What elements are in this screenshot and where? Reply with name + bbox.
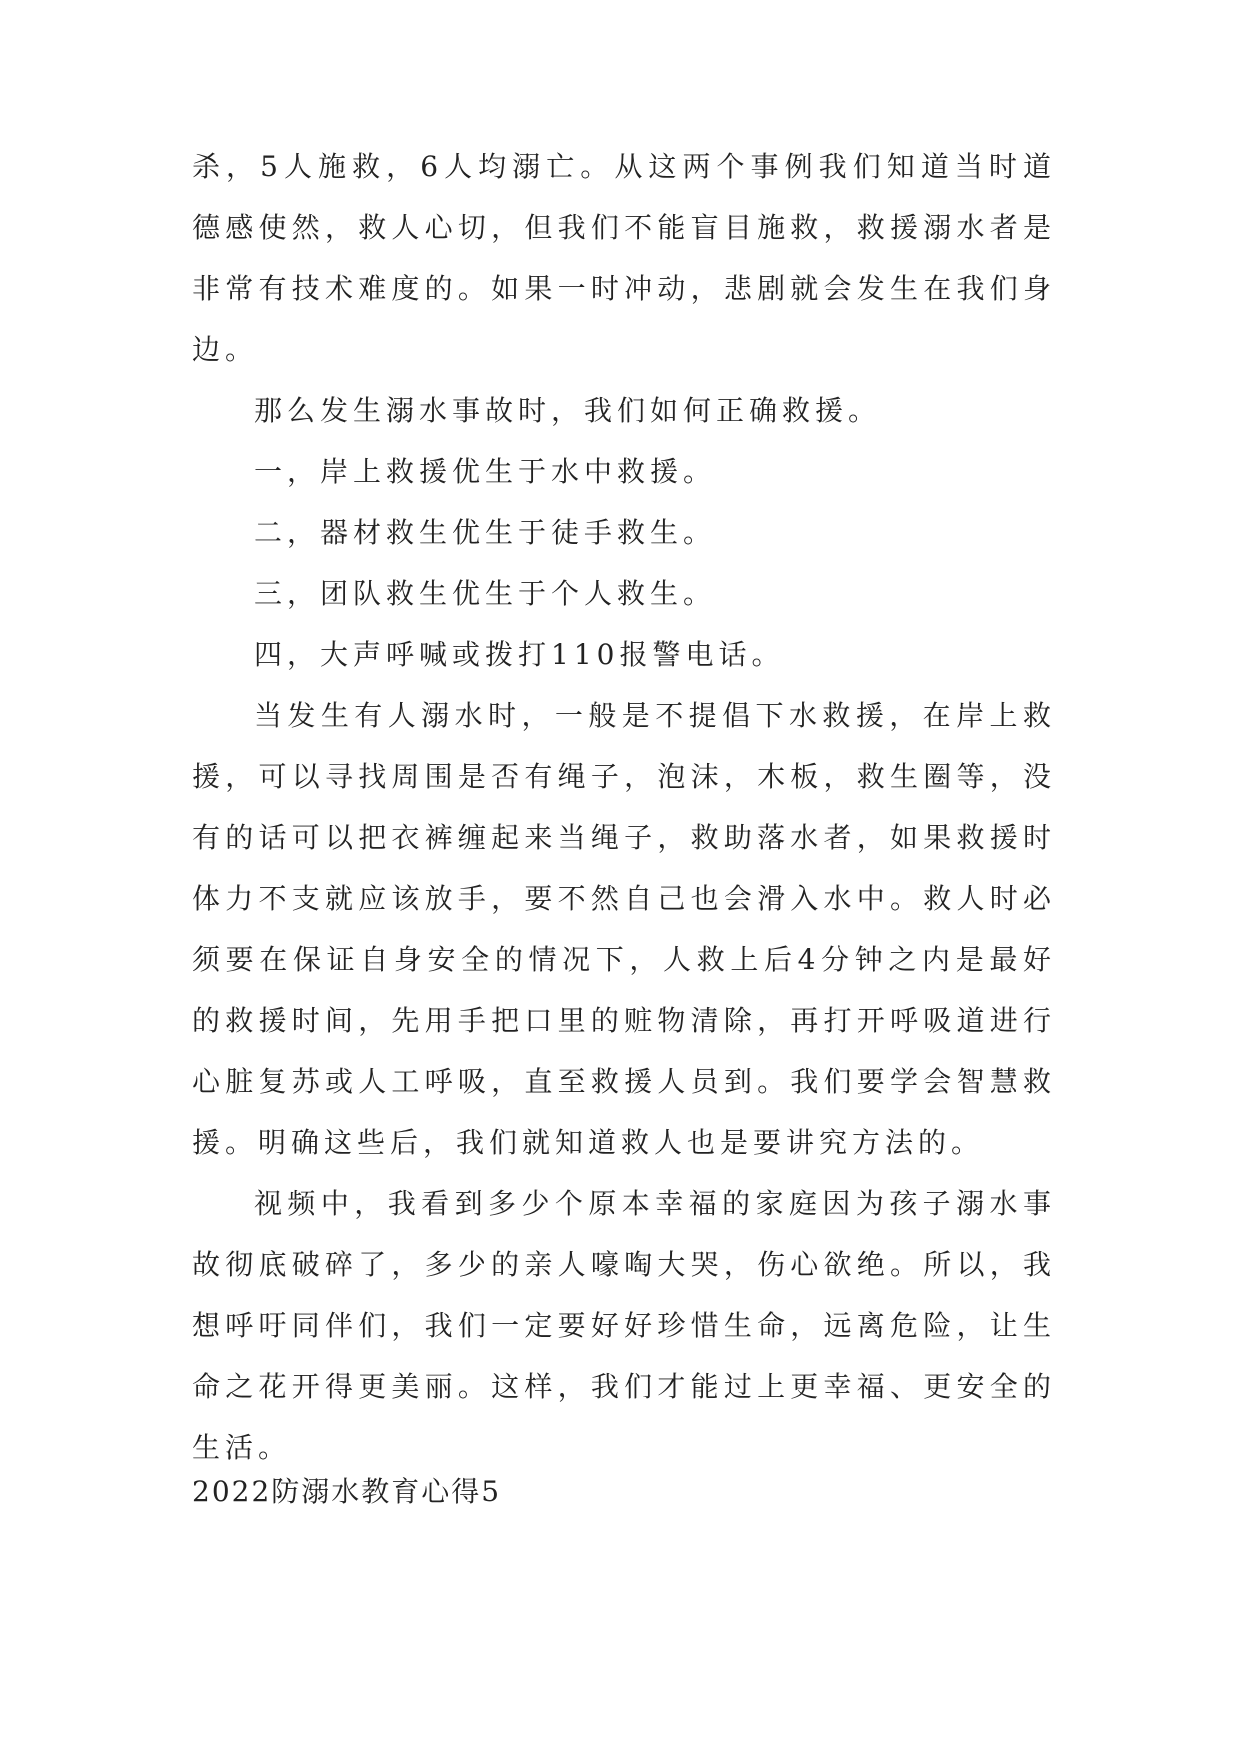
paragraph-rescue-cases: 杀，5人施救，6人均溺亡。从这两个事例我们知道当时道德感使然，救人心切，但我们不能盲目施救，救援溺水者是非常有技术难度的。如果一时冲动，悲剧就会发生在我们身边。 [192, 150, 1056, 366]
section-heading: 2022防溺水教育心得5 [192, 1475, 502, 1508]
paragraph-how-to-rescue: 那么发生溺水事故时，我们如何正确救援。 [254, 394, 882, 427]
rule-item-4: 四，大声呼喊或拨打110报警电话。 [254, 638, 785, 671]
rule-item-3: 三，团队救生优生于个人救生。 [254, 577, 717, 610]
document-page [192, 0, 1056, 1754]
paragraph-conclusion: 视频中，我看到多少个原本幸福的家庭因为孩子溺水事故彻底破碎了，多少的亲人嚎啕大哭，伤心欲绝。所以，我想呼吁同伴们，我们一定要好好珍惜生命，远离危险，让生命之花开得更美丽。这样，我们才能过上更幸福、更安全的生活。 [192, 1187, 1056, 1464]
rule-item-1: 一，岸上救援优生于水中救援。 [254, 455, 717, 488]
rule-item-2: 二，器材救生优生于徒手救生。 [254, 516, 717, 549]
paragraph-rescue-method: 当发生有人溺水时，一般是不提倡下水救援，在岸上救援，可以寻找周围是否有绳子，泡沫，木板，救生圈等，没有的话可以把衣裤缠起来当绳子，救助落水者，如果救援时体力不支就应该放手，要不然自己也会滑入水中。救人时必须要在保证自身安全的情况下，人救上后4分钟之内是最好的救援时间，先用手把口里的赃物清除，再打开呼吸道进行心脏复苏或人工呼吸，直至救援人员到。我们要学会智慧救援。明确这些后，我们就知道救人也是要讲究方法的。 [192, 699, 1056, 1159]
